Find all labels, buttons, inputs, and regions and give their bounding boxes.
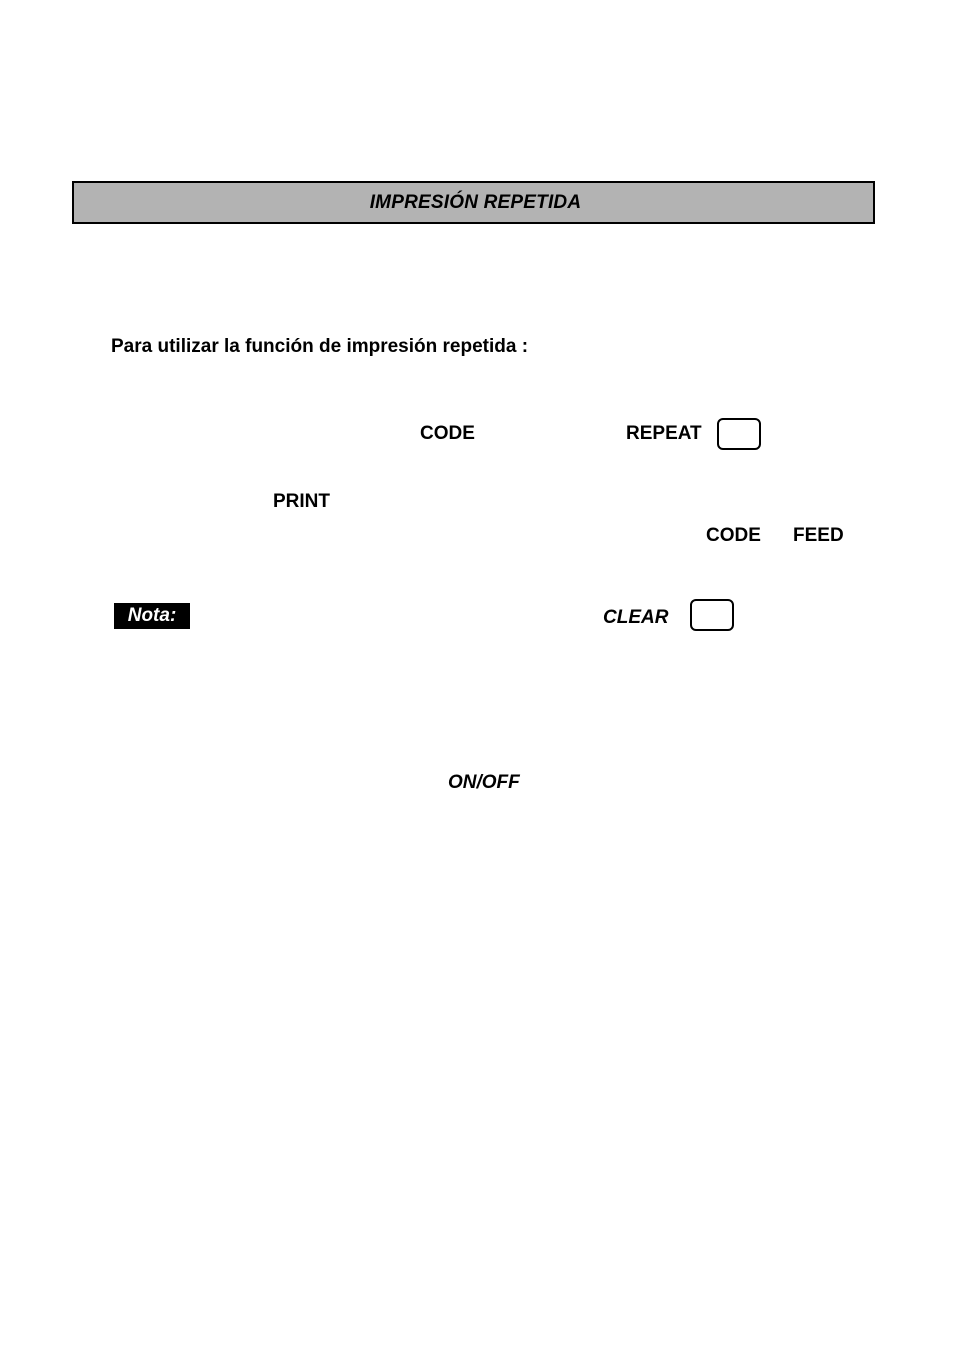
- on-off-key-label: ON/OFF: [448, 772, 520, 793]
- feed-key-label: FEED: [793, 525, 844, 546]
- print-key-label: PRINT: [273, 491, 330, 512]
- code-key-label-2: CODE: [706, 525, 761, 546]
- repeat-key-label: REPEAT: [626, 423, 702, 444]
- section-title-bar: [72, 181, 875, 224]
- clear-key-label: CLEAR: [603, 607, 669, 628]
- code-key-label: CODE: [420, 423, 475, 444]
- clear-key-icon: [690, 599, 734, 631]
- repeat-key-icon: [717, 418, 761, 450]
- intro-text: Para utilizar la función de impresión repetida :: [111, 336, 529, 357]
- section-title: IMPRESIÓN REPETIDA: [369, 191, 582, 213]
- note-badge: Nota:: [114, 603, 190, 629]
